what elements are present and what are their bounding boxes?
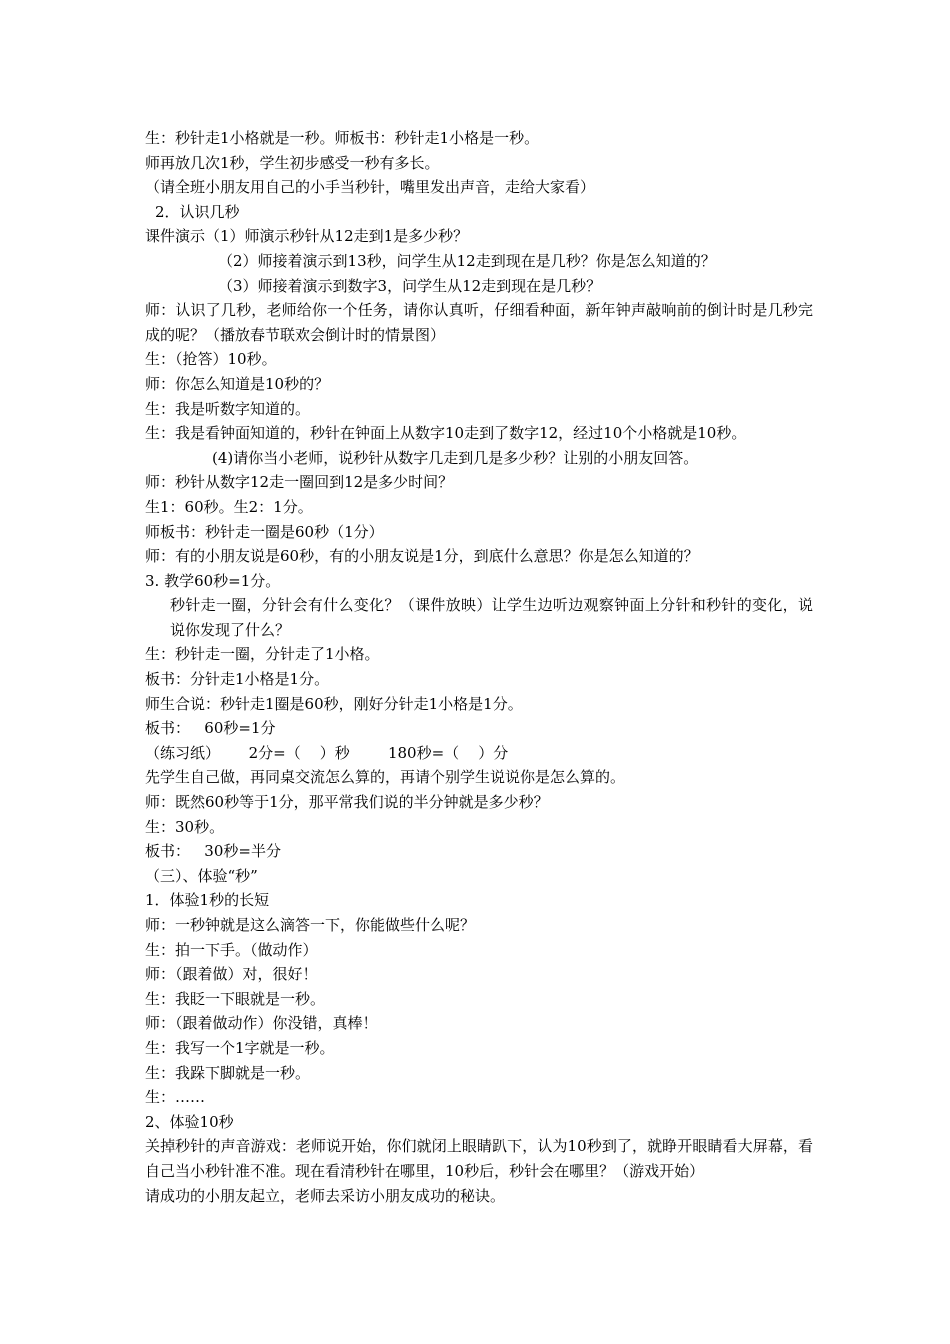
text-line: 生：拍一下手。（做动作） [145,940,318,959]
text-line: 生：我是看钟面知道的，秒针在钟面上从数字10走到了数字12，经过10个小格就是10秒。 [145,424,747,443]
text-line: 师：秒针从数字12走一圈回到12是多少时间？ [145,473,454,492]
text-line: (4)请你当小老师，说秒针从数字几走到几是多少秒？让别的小朋友回答。 [212,448,699,467]
text-line: 生：我是听数字知道的。 [145,399,311,418]
text-line: 先学生自己做，再同桌交流怎么算的，再请个别学生说说你是怎么算的。 [145,768,626,787]
text-line: 生：30秒。 [145,817,225,836]
text-paragraph: 师：认识了几秒，老师给你一个任务，请你认真听，仔细看种面，新年钟声敲响前的倒计时是几秒完成的呢？（播放春节联欢会倒计时的情景图） [145,301,813,344]
text-line: 请成功的小朋友起立，老师去采访小朋友成功的秘诀。 [145,1186,506,1205]
text-line: （练习纸） 2分=（ ）秒 180秒=（ ）分 [145,743,509,762]
text-line: 师再放几次1秒，学生初步感受一秒有多长。 [145,153,440,172]
text-paragraph: 秒针走一圈，分针会有什么变化？（课件放映）让学生边听边观察钟面上分针和秒针的变化，说说你发现了什么？ [170,596,813,639]
text-line: 师生合说：秒针走1圈是60秒，刚好分针走1小格是1分。 [145,694,523,713]
text-line: 师：有的小朋友说是60秒，有的小朋友说是1分，到底什么意思？你是怎么知道的？ [145,547,699,566]
text-line: 生：我眨一下眼就是一秒。 [145,989,326,1008]
text-line: 师：（跟着做）对，很好！ [145,965,318,984]
document-body [145,126,813,1208]
text-line: （请全班小朋友用自己的小手当秒针，嘴里发出声音，走给大家看） [145,178,596,197]
text-line: 生：秒针走1小格就是一秒。师板书：秒针走1小格是一秒。 [145,129,540,147]
section-heading: 1．体验1秒的长短 [145,891,270,910]
text-line: 师：（跟着做动作）你没错，真棒！ [145,1014,378,1033]
text-line: 师：既然60秒等于1分，那平常我们说的半分钟就是多少秒？ [145,793,549,812]
section-heading: （三）、体验“秒” [145,866,258,885]
text-line: （2）师接着演示到13秒，问学生从12走到现在是几秒？你是怎么知道的？ [218,251,716,270]
section-heading: 2、体验10秒 [145,1112,234,1131]
text-line: 生：…… [145,1088,206,1107]
text-line: 师：一秒钟就是这么滴答一下，你能做些什么呢？ [145,916,476,934]
text-line: 师板书：秒针走一圈是60秒（1分） [145,522,384,541]
text-line: 生：我写一个1字就是一秒。 [145,1038,335,1057]
text-line: 生：我跺下脚就是一秒。 [145,1063,311,1082]
section-heading: 2．认识几秒 [155,202,240,221]
text-line: （3）师接着演示到数字3，问学生从12走到现在是几秒？ [218,276,602,295]
section-heading: 3. 教学60秒=1分。 [145,571,281,590]
text-line: 生1：60秒。生2：1分。 [145,497,313,516]
text-line: 生：秒针走一圈，分针走了1小格。 [145,645,380,664]
text-line: 课件演示（1）师演示秒针从12走到1是多少秒？ [145,227,469,246]
text-line: 板书：分针走1小格是1分。 [145,670,330,689]
text-line: 生：（抢答）10秒。 [145,350,277,369]
text-line: 板书： 60秒=1分 [145,719,276,738]
text-line: 板书： 30秒=半分 [145,842,281,861]
text-paragraph: 关掉秒针的声音游戏：老师说开始，你们就闭上眼睛趴下，认为10秒到了，就睁开眼睛看大屏幕，看自己当小秒针准不准。现在看清秒针在哪里，10秒后，秒针会在哪里？（游戏开始） [145,1137,813,1180]
text-line: 师：你怎么知道是10秒的？ [145,374,330,393]
